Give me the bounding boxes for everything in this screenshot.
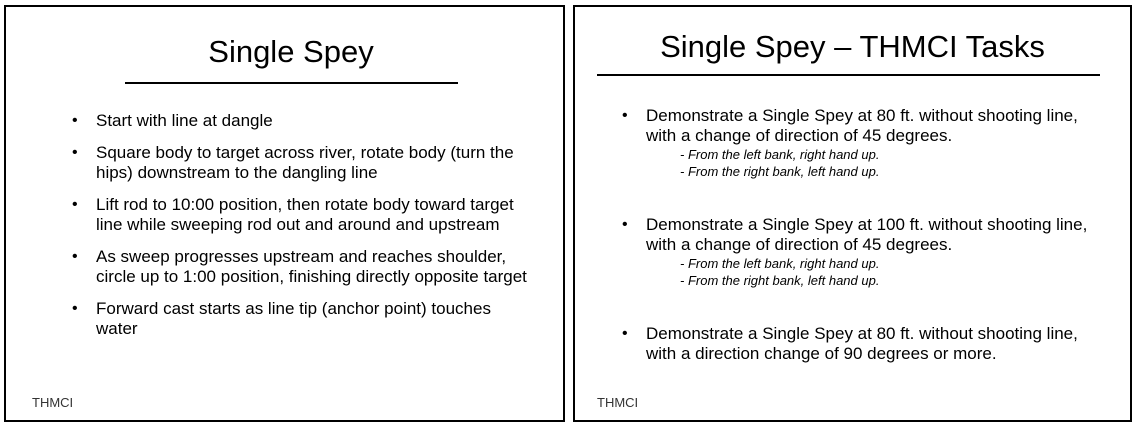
bullet-item (72, 195, 532, 235)
bullet-text: As sweep progresses upstream and reaches shoulder, circle up to 1:00 position, finishing directly opposite target (96, 247, 527, 286)
bullet-icon: • (72, 144, 78, 161)
bullet-icon: • (622, 325, 628, 342)
bullet-list (72, 111, 532, 351)
bullet-item (72, 143, 532, 183)
task-list (622, 106, 1092, 364)
task-item (622, 215, 1092, 289)
task-text: Demonstrate a Single Spey at 80 ft. without shooting line, with a direction change of 90 degrees or more. (646, 324, 1078, 363)
bullet-icon: • (622, 216, 628, 233)
task-text: Demonstrate a Single Spey at 80 ft. without shooting line, with a change of direction of 45 degrees. (646, 106, 1078, 145)
bullet-text: Forward cast starts as line tip (anchor point) touches water (96, 299, 491, 338)
bullet-icon: • (72, 112, 78, 129)
bullet-icon: • (72, 248, 78, 265)
task-sub-item: - From the right bank, left hand up. (680, 273, 880, 288)
slide-footer: THMCI (32, 395, 74, 410)
bullet-icon: • (72, 196, 78, 213)
task-text: Demonstrate a Single Spey at 100 ft. without shooting line, with a change of direction of 45 degrees. (646, 215, 1088, 254)
slide-thmci-tasks (573, 5, 1132, 422)
bullet-icon: • (622, 107, 628, 124)
bullet-icon: • (72, 300, 78, 317)
bullet-text: Start with line at dangle (96, 111, 273, 130)
task-sub-item: - From the left bank, right hand up. (680, 256, 880, 271)
bullet-item (72, 299, 532, 339)
task-item (622, 106, 1092, 180)
title-divider (125, 82, 458, 84)
title-divider (597, 74, 1100, 76)
task-item (622, 324, 1092, 364)
task-sub-item: - From the left bank, right hand up. (680, 147, 880, 162)
slide-footer: THMCI (597, 395, 639, 410)
task-sub-item: - From the right bank, left hand up. (680, 164, 880, 179)
slide-title: Single Spey (208, 34, 374, 69)
bullet-item (72, 247, 532, 287)
bullet-item (72, 111, 532, 131)
bullet-text: Square body to target across river, rotate body (turn the hips) downstream to the dangling line (96, 143, 514, 182)
bullet-text: Lift rod to 10:00 position, then rotate body toward target line while sweeping rod out and around and upstream (96, 195, 514, 234)
slide-title: Single Spey – THMCI Tasks (660, 29, 1045, 64)
slide-single-spey (4, 5, 565, 422)
